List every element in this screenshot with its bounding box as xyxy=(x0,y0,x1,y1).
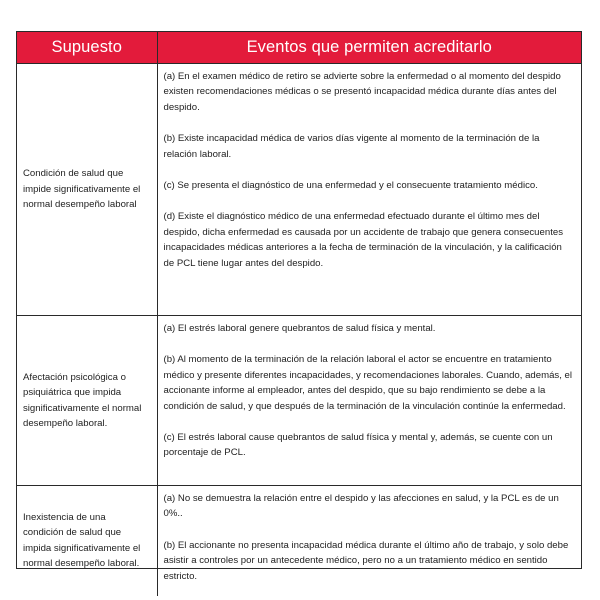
table-row xyxy=(17,486,581,596)
supuesto-cell: Inexistencia de una condición de salud que impida significativamente el normal desempeño laboral. xyxy=(17,486,157,596)
evento-paragraph: (c) Se presenta el diagnóstico de una enfermedad y el consecuente tratamiento médico. xyxy=(163,180,538,192)
supuesto-cell: Condición de salud que impide significativamente el normal desempeño laboral xyxy=(17,64,157,316)
evento-paragraph: (b) El accionante no presenta incapacidad médica durante el último año de trabajo, y solo debe asistir a controles por un antecedente médico, pero no a un tratamiento médico en sentido estricto. xyxy=(163,539,569,582)
evento-paragraph: (a) El estrés laboral genere quebrantos de salud física y mental. xyxy=(163,323,436,334)
table-header-row xyxy=(17,32,581,64)
header-supuesto: Supuesto xyxy=(17,32,157,64)
eventos-cell xyxy=(157,316,581,486)
criteria-table-container xyxy=(16,31,582,582)
evento-paragraph: (c) El estrés laboral cause quebrantos de salud física y mental y, además, se cuente con un porcentaje de PCL. xyxy=(163,432,553,459)
supuesto-cell: Afectación psicológica o psiquiátrica que impida significativamente el normal desempeño laboral. xyxy=(17,316,157,486)
evento-paragraph: (b) Al momento de la terminación de la relación laboral el actor se encuentre en tratamiento médico y presente diferentes incapacidades, y recomendaciones laborales. Cuando, además, el accionante informe al empleador, antes del despido, que su bajo rendimiento se debe a la condición de salud, y que después de la terminación de la vinculación continúe la enfermedad. xyxy=(163,354,573,412)
eventos-cell xyxy=(157,486,581,596)
evento-paragraph: (d) Existe el diagnóstico médico de una enfermedad efectuado durante el último mes del despido, dicha enfermedad es causada por un accidente de trabajo que genera consecuentes incapacidades médicas anteriores a la fecha de terminación de la vinculación, y la calificación de PCL tiene lugar antes del despido. xyxy=(163,211,563,269)
eventos-cell xyxy=(157,64,581,316)
evento-paragraph: (a) En el examen médico de retiro se advierte sobre la enfermedad o al momento del despido existen recomendaciones médicas o se presentó incapacidad médica durante días antes del despido. xyxy=(163,71,561,113)
table-row xyxy=(17,64,581,316)
evento-paragraph: (a) No se demuestra la relación entre el despido y las afecciones en salud, y la PCL es de un 0%.. xyxy=(163,493,559,520)
evento-paragraph: (b) Existe incapacidad médica de varios días vigente al momento de la terminación de la relación laboral. xyxy=(163,133,540,160)
header-eventos: Eventos que permiten acreditarlo xyxy=(157,32,581,64)
criteria-table xyxy=(17,32,581,596)
table-row xyxy=(17,316,581,486)
